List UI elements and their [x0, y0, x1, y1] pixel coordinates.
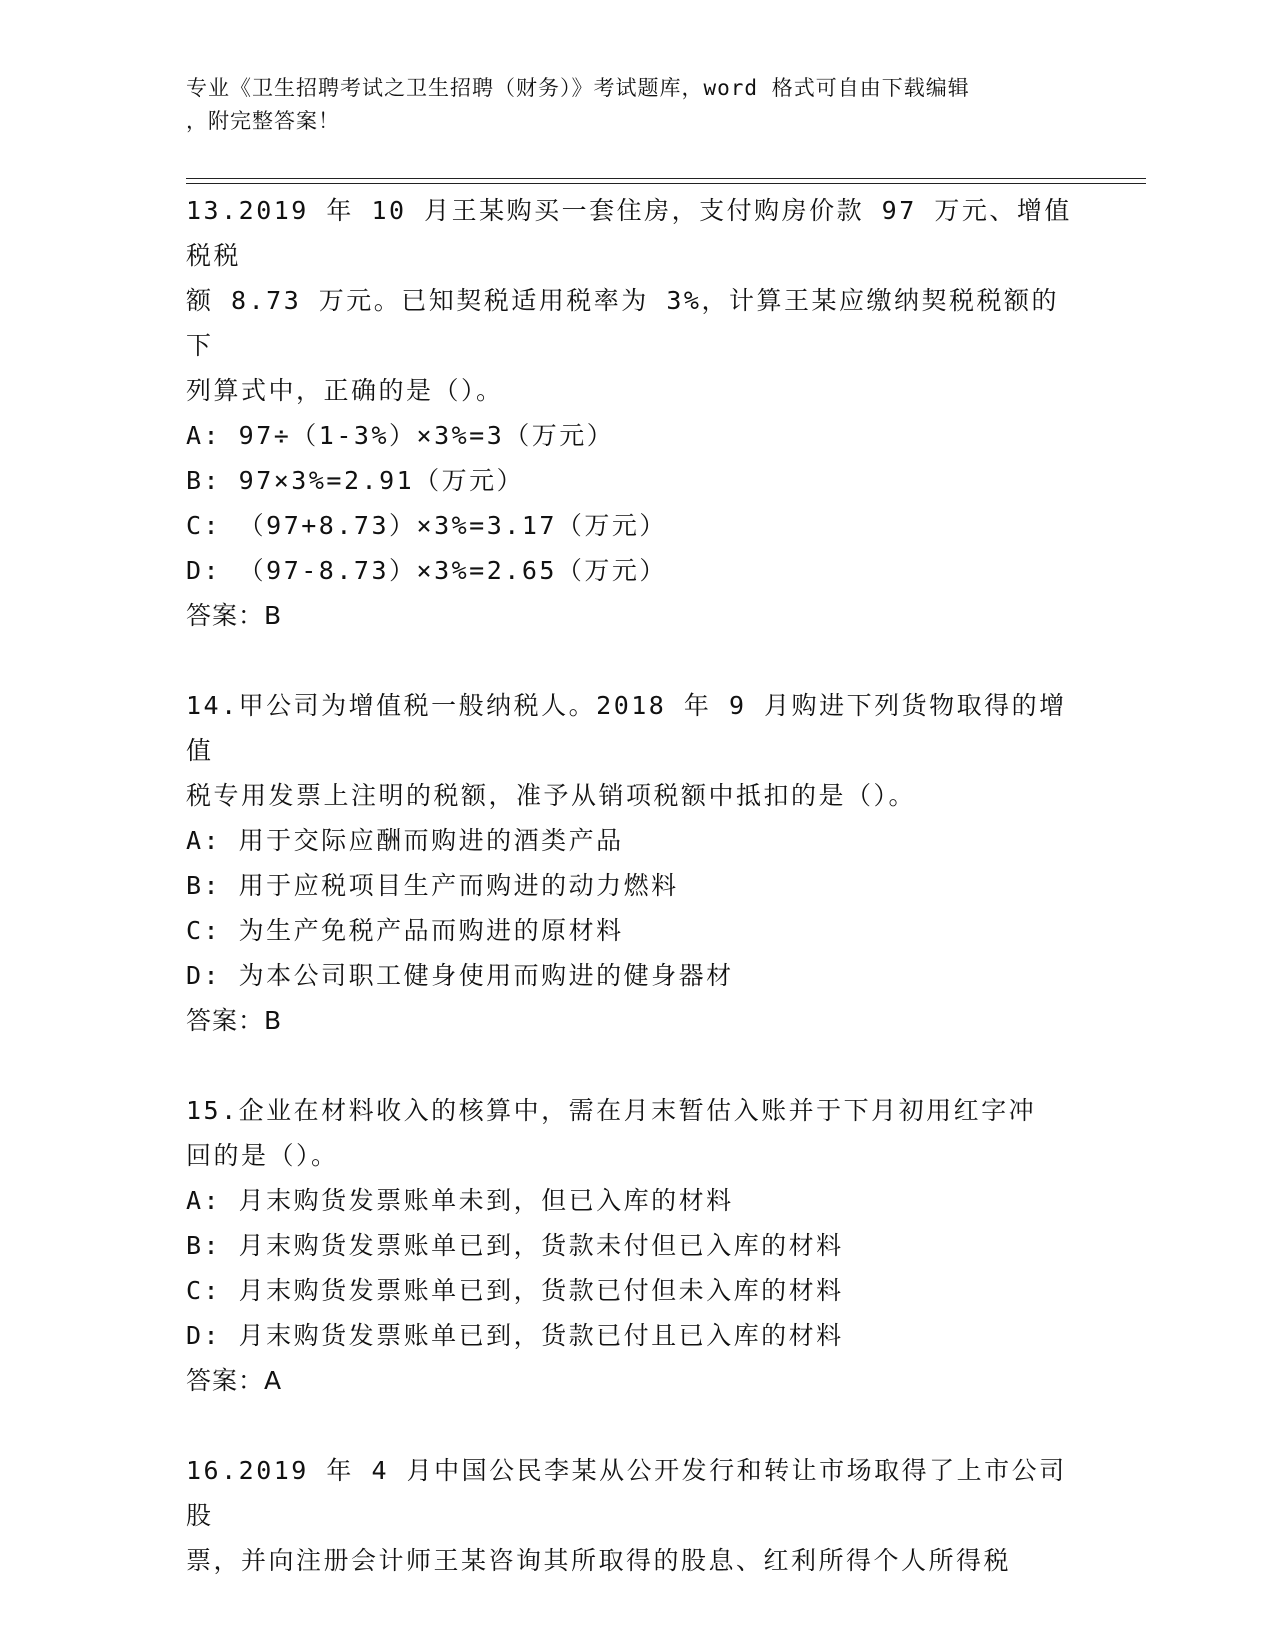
stem-line: 税专用发票上注明的税额，准予从销项税额中抵扣的是（）。: [186, 781, 917, 810]
question-16: [186, 1448, 1086, 1583]
stem-line: 16.2019 年 4 月中国公民李某从公开发行和转让市场取得了上市公司股: [186, 1456, 1067, 1530]
question-13: [186, 188, 1086, 638]
question-list: [186, 188, 1086, 1583]
stem-line: 回的是（）。: [186, 1141, 339, 1170]
header-line-1: 专业《卫生招聘考试之卫生招聘（财务）》考试题库，word 格式可自由下载编辑: [186, 76, 970, 100]
option-b: B: 用于应税项目生产而购进的动力燃料: [186, 871, 679, 900]
stem-line: 额 8.73 万元。已知契税适用税率为 3%，计算王某应缴纳契税税额的下: [186, 286, 1059, 360]
question-stem: [186, 188, 1086, 413]
answer-line: 答案：B: [186, 1006, 283, 1035]
option-c: C: 月末购货发票账单已到，货款已付但未入库的材料: [186, 1276, 844, 1305]
option-d: D: （97-8.73）×3%=2.65（万元）: [186, 556, 667, 585]
option-a: A: 97÷（1-3%）×3%=3（万元）: [186, 421, 615, 450]
question-14: [186, 683, 1086, 1043]
question-15: [186, 1088, 1086, 1403]
option-a: A: 用于交际应酬而购进的酒类产品: [186, 826, 624, 855]
option-c: C: 为生产免税产品而购进的原材料: [186, 916, 624, 945]
option-b: B: 月末购货发票账单已到，货款未付但已入库的材料: [186, 1231, 844, 1260]
document-header: [186, 72, 1076, 138]
answer-line: 答案：B: [186, 601, 283, 630]
header-divider-top: [186, 178, 1146, 179]
header-divider-bottom: [186, 183, 1146, 184]
stem-line: 15.企业在材料收入的核算中，需在月末暂估入账并于下月初用红字冲: [186, 1096, 1037, 1125]
option-d: D: 为本公司职工健身使用而购进的健身器材: [186, 961, 734, 990]
option-d: D: 月末购货发票账单已到，货款已付且已入库的材料: [186, 1321, 844, 1350]
header-line-2: ，附完整答案！: [186, 109, 340, 133]
option-b: B: 97×3%=2.91（万元）: [186, 466, 525, 495]
question-stem: [186, 683, 1086, 818]
option-a: A: 月末购货发票账单未到，但已入库的材料: [186, 1186, 734, 1215]
question-stem: [186, 1448, 1086, 1583]
question-stem: [186, 1088, 1086, 1178]
option-c: C: （97+8.73）×3%=3.17（万元）: [186, 511, 667, 540]
stem-line: 票，并向注册会计师王某咨询其所取得的股息、红利所得个人所得税: [186, 1546, 1012, 1575]
answer-line: 答案：A: [186, 1366, 283, 1395]
stem-line: 列算式中，正确的是（）。: [186, 376, 504, 405]
stem-line: 14.甲公司为增值税一般纳税人。2018 年 9 月购进下列货物取得的增值: [186, 691, 1067, 765]
stem-line: 13.2019 年 10 月王某购买一套住房，支付购房价款 97 万元、增值税税: [186, 196, 1072, 270]
